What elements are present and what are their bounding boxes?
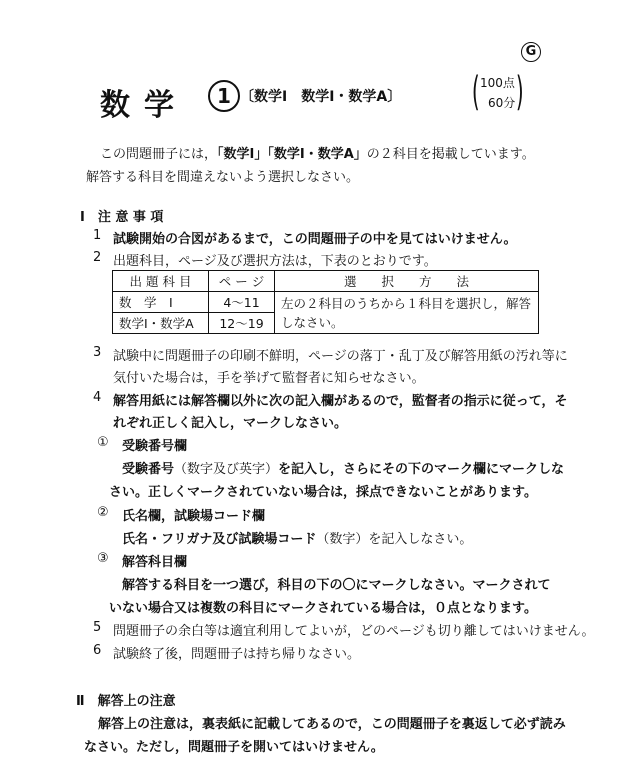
sub2-text-a: 氏名・フリガナ及び試験場コード (122, 532, 317, 547)
item1-number: 1 (93, 228, 102, 243)
sub3-title: 解答科目欄 (122, 555, 188, 570)
oval-mark-icon: 〇 (342, 578, 356, 593)
intro-text-c: の２科目を掲載しています。 (366, 147, 535, 162)
table-row (113, 292, 539, 313)
sub3-number: ③ (97, 551, 109, 566)
sub3-line-2: いない場合又は複数の科目にマークされている場合は，０点となります。 (109, 601, 537, 616)
table-cell-pages: 12〜19 (209, 313, 275, 334)
item5-number: 5 (93, 620, 102, 635)
section1-heading: Ⅰ 注 意 事 項 (80, 210, 164, 225)
sub1-number: ① (97, 435, 109, 450)
table-header-method: 選 択 方 法 (275, 271, 539, 292)
sub2-text-c: を記入しなさい。 (368, 532, 473, 547)
table-cell-subject: 数 学 Ⅰ (113, 292, 209, 313)
sub2-line-1 (122, 528, 472, 547)
item3-line-1: 試験中に問題冊子の印刷不鮮明，ページの落丁・乱丁及び解答用紙の汚れ等に (113, 349, 568, 364)
table-header-subject: 出 題 科 目 (113, 271, 209, 292)
subject-table (112, 270, 539, 334)
right-paren-icon: ) (516, 69, 525, 115)
score-label: 100点 (480, 76, 515, 90)
intro-text-a: この問題冊子には， (100, 147, 218, 162)
table-cell-subject: 数学Ⅰ・数学A (113, 313, 209, 334)
g-mark: G (521, 42, 541, 62)
item3-number: 3 (93, 345, 102, 360)
sub3-text-b: にマークしなさい。マークされて (355, 578, 551, 593)
table-cell-pages: 4〜11 (209, 292, 275, 313)
item2-text: 出題科目，ページ及び選択方法は，下表のとおりです。 (113, 254, 437, 269)
item4-line-1: 解答用紙には解答欄以外に次の記入欄があるので，監督者の指示に従って，そ (113, 394, 568, 409)
section2-line-1: 解答上の注意は，裏表紙に記載してあるので，この問題冊子を裏返して必ず読み (98, 717, 566, 732)
page-title: 数学 (100, 88, 188, 123)
item1-text: 試験開始の合図があるまで，この問題冊子の中を見てはいけません。 (113, 232, 517, 247)
method-line-2: しなさい。 (281, 314, 344, 330)
sub1-line-2: さい。正しくマークされていない場合は，採点できないことがあります。 (109, 485, 537, 500)
section2-line-2: なさい。ただし，問題冊子を開いてはいけません。 (84, 740, 384, 755)
intro-subjects: 「数学Ⅰ」「数学Ⅰ・数学A」 (217, 147, 367, 162)
sub2-number: ② (97, 505, 109, 520)
sub3-text-a: 解答する科目を一つ選び，科目の下の (122, 578, 343, 593)
item4-line-2: れぞれ正しく記入し，マークしなさい。 (113, 416, 348, 431)
intro-line-1 (100, 143, 535, 162)
table-cell-method (275, 292, 539, 334)
subject-subtitle: 〔数学Ⅰ 数学Ⅰ・数学A〕 (240, 89, 402, 105)
time-label: 60分 (488, 96, 516, 110)
item6-text: 試験終了後，問題冊子は持ち帰りなさい。 (113, 647, 361, 662)
sub3-line-1 (122, 574, 551, 593)
score-time-box (468, 70, 528, 116)
sub1-line-1 (122, 458, 564, 477)
intro-line-2: 解答する科目を間違えないよう選択しなさい。 (86, 170, 360, 185)
sub1-text-c: を記入し，さらにその下のマーク欄にマークしな (278, 462, 565, 477)
item6-number: 6 (93, 643, 102, 658)
item5-text: 問題冊子の余白等は適宜利用してよいが，どのページも切り離してはいけません。 (113, 624, 595, 639)
table-header-row (113, 271, 539, 292)
section2-heading: Ⅱ 解答上の注意 (76, 694, 176, 709)
circled-number-1: 1 (208, 80, 240, 112)
sub1-title: 受験番号欄 (122, 439, 188, 454)
sub1-text-b: （数字及び英字） (174, 462, 279, 477)
sub1-text-a: 受験番号 (122, 462, 175, 477)
left-paren-icon: ( (471, 69, 480, 115)
sub2-title: 氏名欄，試験場コード欄 (122, 509, 266, 524)
method-line-1: 左の２科目のうちから１科目を選択し，解答 (281, 295, 532, 311)
sub2-text-b: （数字） (316, 532, 369, 547)
item4-number: 4 (93, 390, 102, 405)
item3-line-2: 気付いた場合は，手を挙げて監督者に知らせなさい。 (113, 371, 425, 386)
item2-number: 2 (93, 250, 102, 265)
table-header-pages: ペ ー ジ (209, 271, 275, 292)
